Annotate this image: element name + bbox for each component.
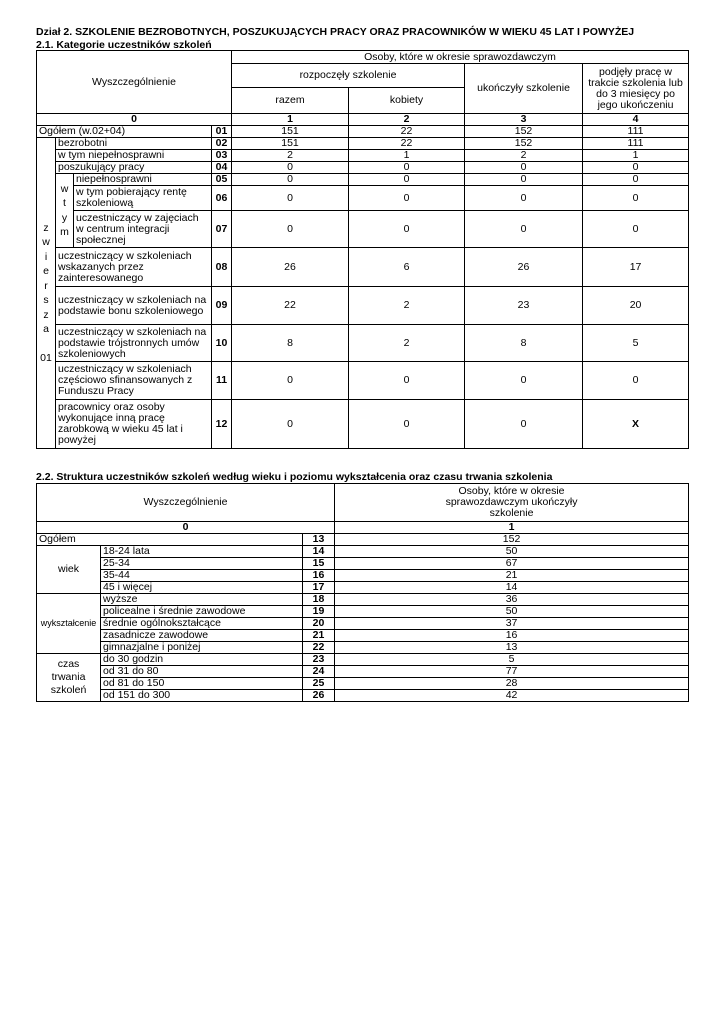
cell-value: 5 xyxy=(583,325,689,362)
cell-value: 0 xyxy=(583,174,689,186)
row-number: 12 xyxy=(212,400,232,449)
row-label: pracownicy oraz osoby wykonujące inną pracę zarobkową w wieku 45 lat i powyżej xyxy=(56,400,212,449)
cell-value: 0 xyxy=(465,211,583,248)
participants-structure-table xyxy=(36,483,689,702)
group-label-czas-trwania: czas trwania szkoleń xyxy=(37,654,101,702)
cell-value: 0 xyxy=(349,186,465,211)
table-row xyxy=(37,546,689,558)
row-number: 18 xyxy=(303,594,335,606)
group-label-wyksztalcenie: wykształcenie xyxy=(37,594,101,654)
cell-value: 26 xyxy=(465,248,583,287)
table-row xyxy=(37,594,689,606)
cell-value: 0 xyxy=(232,162,349,174)
cell-value: 0 xyxy=(465,186,583,211)
table-row xyxy=(37,211,689,248)
cell-value: 0 xyxy=(232,186,349,211)
table-row xyxy=(37,287,689,325)
column-number: 2 xyxy=(349,114,465,126)
cell-value: 23 xyxy=(465,287,583,325)
row-number: 21 xyxy=(303,630,335,642)
table-row xyxy=(37,618,689,630)
cell-value: 0 xyxy=(465,174,583,186)
row-label: 45 i więcej xyxy=(101,582,303,594)
row-label: poszukujący pracy xyxy=(56,162,212,174)
row-number: 20 xyxy=(303,618,335,630)
header-wyszczegolnienie: Wyszczególnienie xyxy=(37,484,335,522)
table-row xyxy=(37,534,689,546)
table-row xyxy=(37,678,689,690)
cell-value: 8 xyxy=(465,325,583,362)
subsection-heading-2-2: 2.2. Struktura uczestników szkoleń według wieku i poziomu wykształcenia oraz czasu trwania szkolenia xyxy=(36,471,553,483)
row-label: do 30 godzin xyxy=(101,654,303,666)
row-number: 02 xyxy=(212,138,232,150)
row-label: zasadnicze zawodowe xyxy=(101,630,303,642)
row-label: gimnazjalne i poniżej xyxy=(101,642,303,654)
table-row xyxy=(37,138,689,150)
header-kobiety: kobiety xyxy=(349,88,465,114)
cell-value: 0 xyxy=(465,362,583,400)
cell-value: 26 xyxy=(232,248,349,287)
row-label: Ogółem (w.02+04) xyxy=(37,126,212,138)
subsection-heading-2-1: 2.1. Kategorie uczestników szkoleń xyxy=(36,39,212,51)
row-label: w tym niepełnosprawni xyxy=(56,150,212,162)
row-number: 09 xyxy=(212,287,232,325)
cell-value: 0 xyxy=(465,162,583,174)
cell-value: 151 xyxy=(232,138,349,150)
cell-value: 0 xyxy=(232,211,349,248)
cell-value: 0 xyxy=(232,174,349,186)
header-podjely: podjęły pracę w trakcie szkolenia lub do 3 miesięcy po jego ukończeniu xyxy=(583,64,689,114)
cell-value: X xyxy=(583,400,689,449)
column-number: 1 xyxy=(232,114,349,126)
row-number: 10 xyxy=(212,325,232,362)
row-label: uczestniczący w szkoleniach częściowo sfinansowanych z Funduszu Pracy xyxy=(56,362,212,400)
row-label: bezrobotni xyxy=(56,138,212,150)
table-row xyxy=(37,126,689,138)
row-number: 06 xyxy=(212,186,232,211)
header-razem: razem xyxy=(232,88,349,114)
cell-value: 17 xyxy=(583,248,689,287)
cell-value: 0 xyxy=(349,362,465,400)
cell-value: 0 xyxy=(232,362,349,400)
cell-value: 37 xyxy=(335,618,689,630)
cell-value: 0 xyxy=(349,162,465,174)
column-number: 0 xyxy=(37,522,335,534)
row-number: 22 xyxy=(303,642,335,654)
table-row xyxy=(37,582,689,594)
cell-value: 111 xyxy=(583,126,689,138)
cell-value: 21 xyxy=(335,570,689,582)
group-label-wiek: wiek xyxy=(37,546,101,594)
row-number: 17 xyxy=(303,582,335,594)
header-wyszczegolnienie: Wyszczególnienie xyxy=(37,51,232,114)
row-number: 15 xyxy=(303,558,335,570)
row-label: uczestniczący w szkoleniach na podstawie trójstronnych umów szkoleniowych xyxy=(56,325,212,362)
row-label: 18-24 lata xyxy=(101,546,303,558)
row-label: Ogółem xyxy=(37,534,303,546)
cell-value: 0 xyxy=(349,400,465,449)
cell-value: 77 xyxy=(335,666,689,678)
table-row xyxy=(37,654,689,666)
row-number: 13 xyxy=(303,534,335,546)
table-row xyxy=(37,570,689,582)
header-osoby: Osoby, które w okresie sprawozdawczym ukończyły szkolenie xyxy=(335,484,689,522)
cell-value: 42 xyxy=(335,690,689,702)
cell-value: 0 xyxy=(349,174,465,186)
row-label: wyższe xyxy=(101,594,303,606)
cell-value: 0 xyxy=(583,211,689,248)
table-row xyxy=(37,606,689,618)
row-label: niepełnosprawni xyxy=(74,174,212,186)
row-number: 14 xyxy=(303,546,335,558)
side-label-z-wiersza: z w i e r s z a 01 xyxy=(37,138,56,449)
cell-value: 13 xyxy=(335,642,689,654)
cell-value: 0 xyxy=(465,400,583,449)
row-label: 35-44 xyxy=(101,570,303,582)
header-rozpoczely: rozpoczęły szkolenie xyxy=(232,64,465,88)
row-number: 01 xyxy=(212,126,232,138)
table-row xyxy=(37,362,689,400)
cell-value: 28 xyxy=(335,678,689,690)
cell-value: 22 xyxy=(349,138,465,150)
column-number: 0 xyxy=(37,114,232,126)
row-label: uczestniczący w szkoleniach na podstawie bonu szkoleniowego xyxy=(56,287,212,325)
section-heading: Dział 2. SZKOLENIE BEZROBOTNYCH, POSZUKUJĄCYCH PRACY ORAZ PRACOWNIKÓW W WIEKU 45 LAT I POWYŻEJ xyxy=(36,26,635,38)
cell-value: 67 xyxy=(335,558,689,570)
cell-value: 50 xyxy=(335,546,689,558)
cell-value: 152 xyxy=(335,534,689,546)
cell-value: 36 xyxy=(335,594,689,606)
table-row xyxy=(37,690,689,702)
table-row xyxy=(37,630,689,642)
row-number: 16 xyxy=(303,570,335,582)
cell-value: 8 xyxy=(232,325,349,362)
table-row xyxy=(37,162,689,174)
cell-value: 22 xyxy=(232,287,349,325)
cell-value: 2 xyxy=(349,325,465,362)
column-number: 1 xyxy=(335,522,689,534)
table-row xyxy=(37,150,689,162)
cell-value: 5 xyxy=(335,654,689,666)
column-number: 4 xyxy=(583,114,689,126)
cell-value: 152 xyxy=(465,126,583,138)
cell-value: 50 xyxy=(335,606,689,618)
cell-value: 2 xyxy=(232,150,349,162)
cell-value: 151 xyxy=(232,126,349,138)
cell-value: 0 xyxy=(583,362,689,400)
row-label: od 81 do 150 xyxy=(101,678,303,690)
header-ukonczyly: ukończyły szkolenie xyxy=(465,64,583,114)
table-row xyxy=(37,174,689,186)
table-row xyxy=(37,186,689,211)
cell-value: 16 xyxy=(335,630,689,642)
cell-value: 2 xyxy=(465,150,583,162)
participants-categories-table xyxy=(36,50,689,449)
row-label: w tym pobierający rentę szkoleniową xyxy=(74,186,212,211)
row-number: 26 xyxy=(303,690,335,702)
cell-value: 1 xyxy=(349,150,465,162)
row-number: 25 xyxy=(303,678,335,690)
row-label: od 151 do 300 xyxy=(101,690,303,702)
cell-value: 0 xyxy=(583,162,689,174)
table-row xyxy=(37,642,689,654)
side-label-w-tym: w t y m xyxy=(56,174,74,248)
table-row xyxy=(37,400,689,449)
row-label: uczestniczący w zajęciach w centrum integracji społecznej xyxy=(74,211,212,248)
cell-value: 0 xyxy=(349,211,465,248)
row-number: 11 xyxy=(212,362,232,400)
cell-value: 152 xyxy=(465,138,583,150)
cell-value: 0 xyxy=(583,186,689,211)
row-label: od 31 do 80 xyxy=(101,666,303,678)
row-label: średnie ogólnokształcące xyxy=(101,618,303,630)
header-osoby: Osoby, które w okresie sprawozdawczym xyxy=(232,51,689,64)
cell-value: 6 xyxy=(349,248,465,287)
table-row xyxy=(37,248,689,287)
cell-value: 2 xyxy=(349,287,465,325)
row-number: 04 xyxy=(212,162,232,174)
row-label: policealne i średnie zawodowe xyxy=(101,606,303,618)
cell-value: 0 xyxy=(232,400,349,449)
row-number: 19 xyxy=(303,606,335,618)
row-number: 08 xyxy=(212,248,232,287)
cell-value: 1 xyxy=(583,150,689,162)
cell-value: 14 xyxy=(335,582,689,594)
table-row xyxy=(37,325,689,362)
table-row xyxy=(37,666,689,678)
row-number: 05 xyxy=(212,174,232,186)
row-number: 24 xyxy=(303,666,335,678)
table-row xyxy=(37,558,689,570)
cell-value: 22 xyxy=(349,126,465,138)
row-number: 03 xyxy=(212,150,232,162)
column-number: 3 xyxy=(465,114,583,126)
row-number: 07 xyxy=(212,211,232,248)
cell-value: 20 xyxy=(583,287,689,325)
row-label: 25-34 xyxy=(101,558,303,570)
row-label: uczestniczący w szkoleniach wskazanych przez zainteresowanego xyxy=(56,248,212,287)
cell-value: 111 xyxy=(583,138,689,150)
row-number: 23 xyxy=(303,654,335,666)
